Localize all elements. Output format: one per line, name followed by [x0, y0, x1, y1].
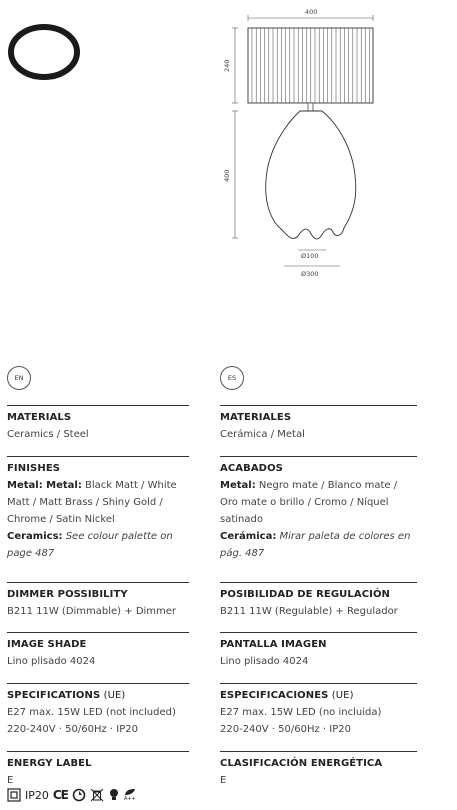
- acabados-metal-label: Metal:: [220, 480, 256, 491]
- acabados-section: [220, 456, 417, 582]
- dim-base-small: Ø100: [301, 252, 319, 260]
- ce-mark-icon: CE: [52, 788, 68, 802]
- materials-body: Ceramics / Steel: [7, 429, 89, 440]
- pantalla-title: PANTALLA IMAGEN: [220, 639, 327, 650]
- materials-section: [7, 405, 189, 456]
- specifications-line-2: 220-240V · 50/60Hz · IP20: [7, 724, 138, 735]
- recycle-icon: [72, 788, 86, 802]
- specifications-body: [7, 704, 189, 738]
- dimmer-title: DIMMER POSSIBILITY: [7, 589, 128, 600]
- especificaciones-section: [220, 683, 417, 751]
- dim-shade-width: 400: [305, 8, 318, 16]
- shade-section: [7, 632, 189, 683]
- specifications-line-1: E27 max. 15W LED (not included): [7, 707, 176, 718]
- regulacion-title: POSIBILIDAD DE REGULACIÓN: [220, 589, 391, 600]
- dim-body-height: 400: [223, 169, 231, 182]
- lamp-technical-drawing: [0, 0, 457, 300]
- finishes-ceramics-text: See colour palette on page 487: [7, 531, 173, 559]
- english-spec-column: [7, 366, 189, 789]
- certification-icons: [7, 788, 136, 802]
- specifications-section: [7, 683, 189, 751]
- energy-section: [7, 751, 189, 789]
- clasificacion-title: CLASIFICACIÓN ENERGÉTICA: [220, 758, 383, 769]
- regulacion-section: [220, 582, 417, 632]
- materiales-title: MATERIALES: [220, 412, 292, 423]
- specifications-title: [7, 690, 189, 701]
- energy-body: E: [7, 775, 14, 786]
- dim-shade-height: 240: [223, 59, 231, 72]
- especificaciones-title: [220, 690, 417, 701]
- weee-bin-icon: [90, 788, 104, 802]
- finishes-metal-text: Black Matt / White Matt / Matt Brass / Shiny Gold / Chrome / Satin Nickel: [7, 480, 177, 525]
- clasificacion-body: E: [220, 775, 227, 786]
- finishes-ceramics-label: Ceramics:: [7, 531, 63, 542]
- energy-leaf-icon: [124, 788, 136, 796]
- acabados-title: ACABADOS: [220, 463, 283, 474]
- clasificacion-section: [220, 751, 417, 789]
- energy-title: ENERGY LABEL: [7, 758, 92, 769]
- materiales-body: Cerámica / Metal: [220, 429, 305, 440]
- energy-class-icon: [124, 788, 136, 802]
- pantalla-section: [220, 632, 417, 683]
- lamp-shade: [248, 28, 373, 103]
- especificaciones-body: [220, 704, 417, 738]
- shade-body: Lino plisado 4024: [7, 656, 96, 667]
- finishes-title: FINISHES: [7, 463, 61, 474]
- finishes-body: [7, 477, 189, 562]
- especificaciones-title-suffix: (UE): [328, 690, 354, 701]
- regulacion-body: B211 11W (Regulable) + Regulador: [220, 606, 398, 617]
- acabados-body: [220, 477, 417, 562]
- materiales-section: [220, 405, 417, 456]
- dimmer-section: [7, 582, 189, 632]
- materials-title: MATERIALS: [7, 412, 72, 423]
- ip-rating-label: IP20: [25, 788, 49, 802]
- pantalla-body: Lino plisado 4024: [220, 656, 309, 667]
- class-ii-icon: [7, 788, 21, 802]
- especificaciones-title-text: ESPECIFICACIONES: [220, 690, 329, 701]
- led-bulb-icon: [108, 788, 120, 802]
- language-badge-es: ES: [220, 366, 244, 390]
- dim-base-large: Ø300: [301, 270, 319, 278]
- language-badge-en: EN: [7, 366, 31, 390]
- acabados-ceramica-text: Mirar paleta de colores en pág. 487: [220, 531, 411, 559]
- shade-title: IMAGE SHADE: [7, 639, 87, 650]
- energy-class-label: A++: [123, 796, 136, 802]
- dimmer-body: B211 11W (Dimmable) + Dimmer: [7, 606, 177, 617]
- acabados-ceramica-label: Cerámica:: [220, 531, 277, 542]
- especificaciones-line-1: E27 max. 15W LED (no incluida): [220, 707, 382, 718]
- specifications-title-text: SPECIFICATIONS: [7, 690, 101, 701]
- lamp-body: [266, 111, 356, 239]
- acabados-metal-text: Negro mate / Blanco mate / Oro mate o brillo / Cromo / Níquel satinado: [220, 480, 398, 525]
- spanish-spec-column: [220, 366, 417, 789]
- specifications-title-suffix: (UE): [100, 690, 126, 701]
- finishes-section: [7, 456, 189, 582]
- finishes-metal-label: Metal: Metal:: [7, 480, 82, 491]
- especificaciones-line-2: 220-240V · 50/60Hz · IP20: [220, 724, 351, 735]
